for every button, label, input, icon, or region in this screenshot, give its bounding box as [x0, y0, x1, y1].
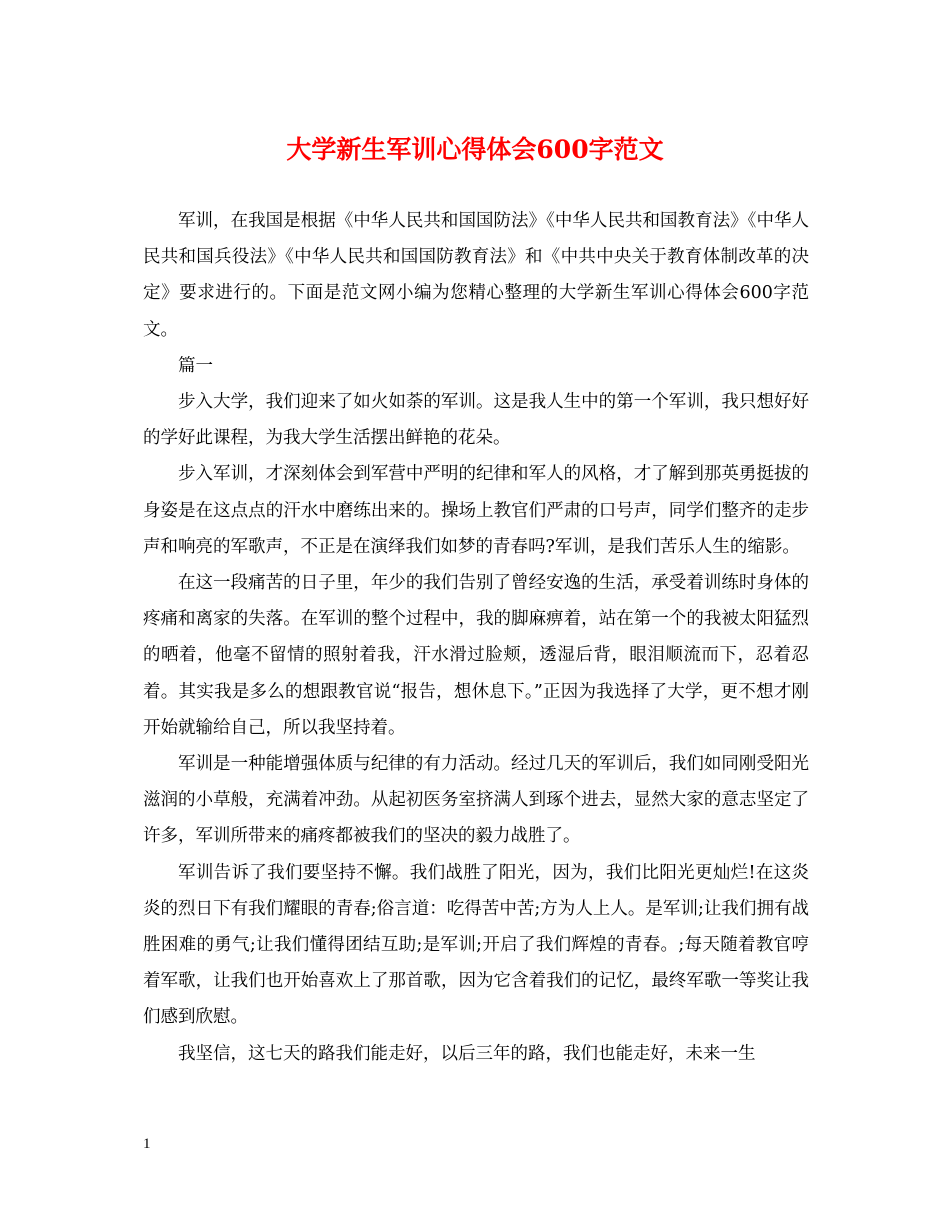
document-body: [143, 203, 809, 1072]
paragraph: 步入大学，我们迎来了如火如荼的军训。这是我人生中的第一个军训，我只想好好的学好此课程，为我大学生活摆出鲜艳的花朵。: [143, 392, 809, 449]
paragraph-section-heading: 篇一: [178, 355, 213, 376]
paragraph: 军训是一种能增强体质与纪律的有力活动。经过几天的军训后，我们如同刚受阳光滋润的小草般，充满着冲劲。从起初医务室挤满人到琢个进去，显然大家的意志坚定了许多，军训所带来的痛疼都被我们的坚决的毅力战胜了。: [143, 754, 809, 847]
paragraph: 步入军训，才深刻体会到军营中严明的纪律和军人的风格，才了解到那英勇挺拔的身姿是在这点点的汗水中磨练出来的。操场上教官们严肃的口号声，同学们整齐的走步声和响亮的军歌声，不正是在演绎我们如梦的青春吗?军训，是我们苦乐人生的缩影。: [143, 464, 809, 557]
paragraph: 我坚信，这七天的路我们能走好，以后三年的路，我们也能走好，未来一生: [178, 1043, 756, 1064]
paragraph: 军训告诉了我们要坚持不懈。我们战胜了阳光，因为，我们比阳光更灿烂!在这炎炎的烈日下有我们耀眼的青春;俗言道：吃得苦中苦;方为人上人。是军训;让我们拥有战胜困难的勇气;让我们懂得团结互助;是军训;开启了我们辉煌的青春。;每天随着教官哼着军歌，让我们也开始喜欢上了那首歌，因为它含着我们的记忆，最终军歌一等奖让我们感到欣慰。: [143, 862, 809, 1028]
paragraph-intro: 军训，在我国是根据《中华人民共和国国防法》《中华人民共和国教育法》《中华人民共和国兵役法》《中华人民共和国国防教育法》和《中共中央关于教育体制改革的决定》要求进行的。下面是范文网小编为您精心整理的大学新生军训心得体会600字范文。: [143, 211, 809, 340]
paragraph: 在这一段痛苦的日子里，年少的我们告别了曾经安逸的生活，承受着训练时身体的疼痛和离家的失落。在军训的整个过程中，我的脚麻痹着，站在第一个的我被太阳猛烈的晒着，他毫不留情的照射着我，汗水滑过脸颊，透湿后背，眼泪顺流而下，忍着忍着。其实我是多么的想跟教官说“报告，想休息下。”正因为我选择了大学，更不想才刚开始就输给自己，所以我坚持着。: [143, 573, 809, 738]
document-title: 大学新生军训心得体会600字范文: [286, 135, 664, 164]
page-number: 1: [143, 1136, 151, 1152]
